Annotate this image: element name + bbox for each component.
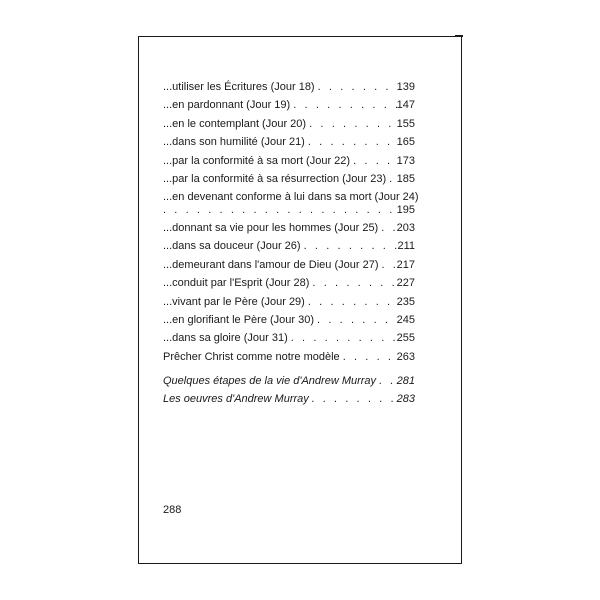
dot-leader bbox=[306, 118, 397, 131]
toc-entry-page: 203 bbox=[396, 221, 415, 234]
toc-entry-page: 165 bbox=[396, 136, 415, 149]
dot-leader bbox=[379, 259, 397, 272]
toc-entry-title: ...par la conformité à sa mort (Jour 22) bbox=[163, 154, 351, 167]
toc-entry-title: ...en pardonnant (Jour 19) bbox=[163, 99, 291, 112]
toc-entry-page: 217 bbox=[396, 258, 415, 271]
toc-entry-page: 283 bbox=[396, 393, 415, 406]
toc-entry-page: 147 bbox=[396, 99, 415, 112]
toc-entry bbox=[163, 155, 415, 173]
toc-entry-title: ...en devenant conforme à lui dans sa mort (Jour 24) bbox=[163, 191, 419, 204]
toc-entry-title: ...conduit par l'Esprit (Jour 28) bbox=[163, 277, 310, 290]
dot-leader bbox=[305, 136, 397, 149]
dot-leader bbox=[309, 393, 397, 406]
toc-entry bbox=[163, 118, 415, 136]
toc-entry-title: ...dans son humilité (Jour 21) bbox=[163, 136, 305, 149]
toc-entry-title: ...utiliser les Écritures (Jour 18) bbox=[163, 81, 315, 93]
table-of-contents bbox=[163, 81, 419, 412]
toc-entry-title: Quelques étapes de la vie d'Andrew Murray bbox=[163, 375, 377, 388]
toc-entry-page: 185 bbox=[396, 172, 415, 185]
toc-entry-title: ...dans sa gloire (Jour 31) bbox=[163, 332, 288, 345]
toc-entry-page: 235 bbox=[396, 295, 415, 308]
toc-entry-title: ...dans sa douceur (Jour 26) bbox=[163, 240, 301, 253]
page-corner-mark bbox=[455, 35, 463, 37]
toc-entry-title: ...en glorifiant le Père (Jour 30) bbox=[163, 313, 315, 326]
toc-entry-title: ...demeurant dans l'amour de Dieu (Jour 27) bbox=[163, 258, 379, 271]
toc-entry bbox=[163, 136, 415, 154]
toc-entry bbox=[163, 222, 415, 240]
toc-entry-title: ...en le contemplant (Jour 20) bbox=[163, 117, 307, 130]
toc-entry bbox=[163, 259, 415, 277]
page-number: 288 bbox=[163, 504, 182, 516]
dot-leader bbox=[386, 173, 396, 186]
toc-entry-page: 195 bbox=[396, 204, 415, 217]
toc-entry-page: 139 bbox=[396, 81, 415, 93]
dot-leader bbox=[163, 204, 397, 217]
toc-entry bbox=[163, 277, 415, 295]
toc-entry-title: Prêcher Christ comme notre modèle bbox=[163, 350, 340, 363]
toc-entry bbox=[163, 81, 415, 99]
toc-entry-page: 227 bbox=[396, 277, 415, 290]
toc-entry-page: 255 bbox=[396, 332, 415, 345]
dot-leader bbox=[290, 99, 396, 112]
toc-entry-page: 211 bbox=[397, 240, 415, 253]
toc-entry bbox=[163, 314, 415, 332]
toc-entry bbox=[163, 173, 415, 191]
toc-entry bbox=[163, 99, 415, 117]
toc-appendix-entry bbox=[163, 393, 415, 411]
book-page bbox=[138, 36, 462, 564]
toc-entry-page: 173 bbox=[396, 154, 415, 167]
toc-entry-title: ...par la conformité à sa résurrection (Jour 23) bbox=[163, 172, 387, 185]
dot-leader bbox=[340, 351, 397, 364]
dot-leader bbox=[315, 81, 397, 94]
dot-leader bbox=[309, 277, 396, 290]
toc-entry-page: 281 bbox=[396, 375, 415, 388]
toc-entry-continuation bbox=[163, 204, 415, 217]
dot-leader bbox=[376, 375, 397, 388]
toc-entry-page: 263 bbox=[396, 350, 415, 363]
toc-appendix-entry bbox=[163, 375, 415, 393]
dot-leader bbox=[350, 155, 397, 168]
toc-entry-page: 245 bbox=[396, 313, 415, 326]
toc-entry bbox=[163, 351, 415, 369]
toc-entry-title: ...vivant par le Père (Jour 29) bbox=[163, 295, 305, 308]
dot-leader bbox=[314, 314, 397, 327]
toc-entry-title: Les oeuvres d'Andrew Murray bbox=[163, 393, 309, 406]
dot-leader bbox=[378, 222, 396, 235]
toc-entry bbox=[163, 191, 419, 222]
dot-leader bbox=[305, 296, 397, 309]
toc-entry bbox=[163, 296, 415, 314]
toc-entry-title: ...donnant sa vie pour les hommes (Jour 25) bbox=[163, 221, 379, 234]
dot-leader bbox=[301, 240, 398, 253]
dot-leader bbox=[288, 332, 397, 345]
toc-entry bbox=[163, 332, 415, 350]
toc-entry bbox=[163, 240, 415, 258]
toc-entry-page: 155 bbox=[396, 117, 415, 130]
